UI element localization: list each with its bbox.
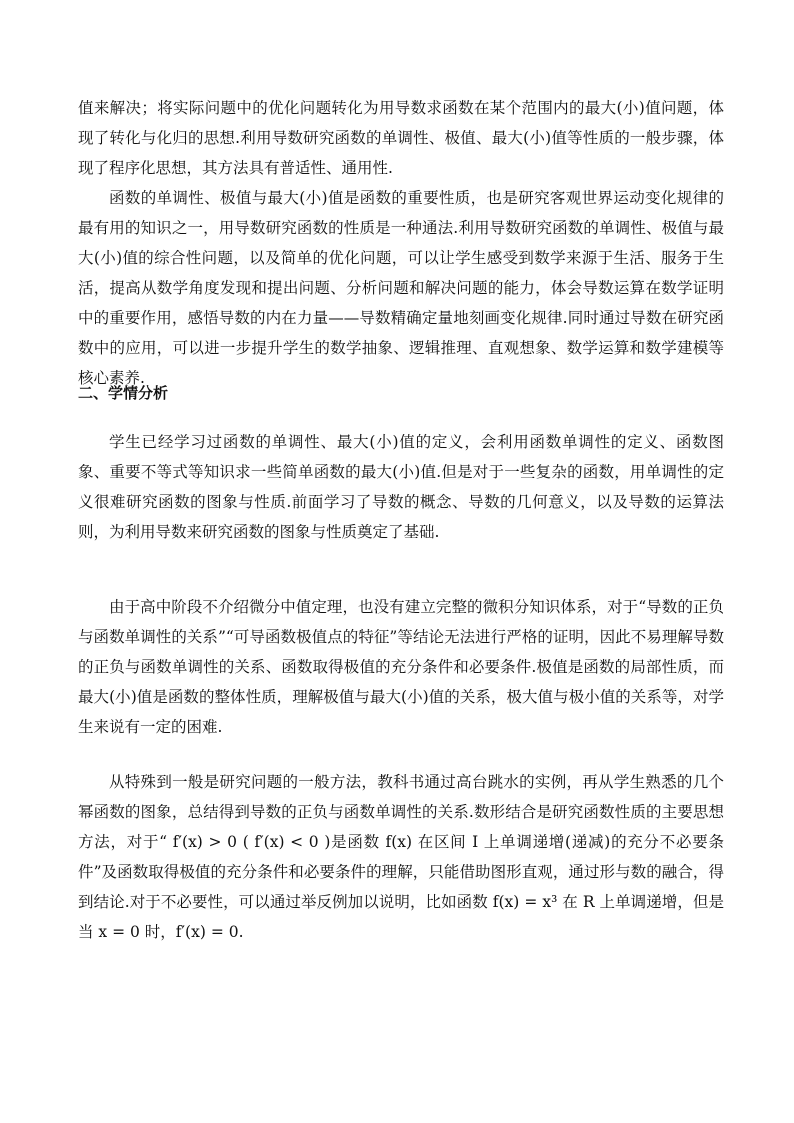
section-heading: 二、学情分析 xyxy=(78,384,169,402)
paragraph-student-background xyxy=(78,427,724,547)
paragraph-text: 学生已经学习过函数的单调性、最大(小)值的定义，会利用函数单调性的定义、函数图象、重要不等式等知识求一些简单函数的最大(小)值.但是对于一些复杂的函数，用单调性的定义很难研究函数的图象与性质.前面学习了导数的概念、导数的几何意义，以及导数的运算法则，为利用导数来研究函数的图象与性质奠定了基础. xyxy=(78,433,724,541)
paragraph-teaching-method xyxy=(78,767,724,947)
paragraph-text: 从特殊到一般是研究问题的一般方法，教科书通过高台跳水的实例，再从学生熟悉的几个幂函数的图象，总结得到导数的正负与函数单调性的关系.数形结合是研究函数性质的主要思想方法，对于“ f′(x) > 0 ( f′(x) < 0 )是函数 f(x) 在区间 I 上单调递增(递减)的充分不必要条件”及函数取得极值的充分条件和必要条件的理解，只能借助图形直观，通过形与数的融合，得到结论.对于不必要性，可以通过举反例加以说明，比如函数 f(x) = x³ 在 R 上单调递增，但是当 x = 0 时，f′(x) = 0. xyxy=(78,773,724,941)
paragraph-text: 函数的单调性、极值与最大(小)值是函数的重要性质，也是研究客观世界运动变化规律的最有用的知识之一，用导数研究函数的性质是一种通法.利用导数研究函数的单调性、极值与最大(小)值的综合性问题，以及简单的优化问题，可以让学生感受到数学来源于生活、服务于生活，提高从数学角度发现和提出问题、分析问题和解决问题的能力，体会导数运算在数学证明中的重要作用，感悟导数的内在力量——导数精确定量地刻画变化规律.同时通过导数在研究函数中的应用，可以进一步提升学生的数学抽象、逻辑推理、直观想象、数学运算和数学建模等核心素养. xyxy=(78,189,724,387)
paragraph-text: 由于高中阶段不介绍微分中值定理，也没有建立完整的微积分知识体系，对于“导数的正负与函数单调性的关系”“可导函数极值点的特征”等结论无法进行严格的证明，因此不易理解导数的正负与函数单调性的关系、函数取得极值的充分条件和必要条件.极值是函数的局部性质，而最大(小)值是函数的整体性质，理解极值与最大(小)值的关系，极大值与极小值的关系等，对学生来说有一定的困难. xyxy=(78,598,724,736)
paragraph-function-properties xyxy=(78,183,724,393)
paragraph-intro-continued xyxy=(78,93,724,183)
paragraph-text: 值来解决；将实际问题中的优化问题转化为用导数求函数在某个范围内的最大(小)值问题，体现了转化与化归的思想.利用导数研究函数的单调性、极值、最大(小)值等性质的一般步骤，体现了程序化思想，其方法具有普适性、通用性. xyxy=(78,99,724,177)
paragraph-learning-difficulty xyxy=(78,592,724,742)
